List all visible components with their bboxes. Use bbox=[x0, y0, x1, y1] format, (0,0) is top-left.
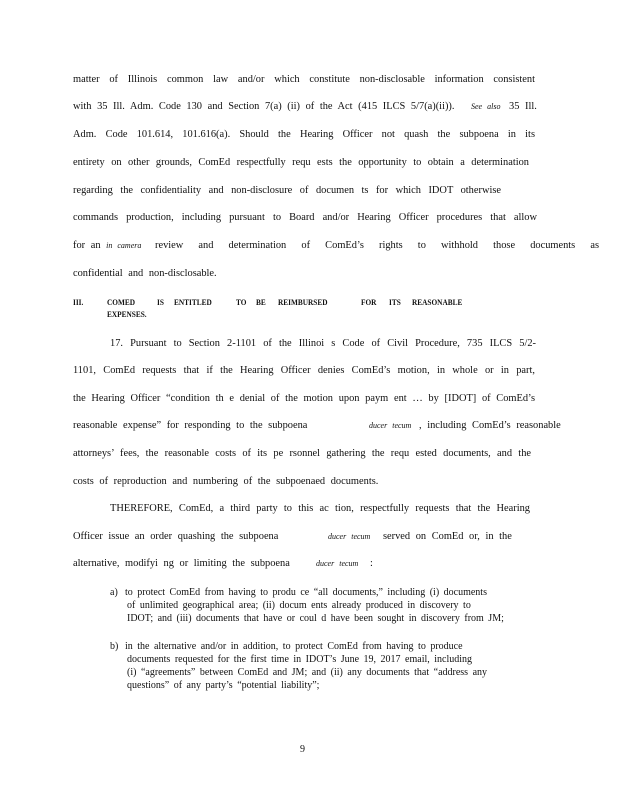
paragraph-line: matter of Illinois common law and/or which constitute non-disclosable information consistent bbox=[73, 74, 535, 85]
paragraph-line: THEREFORE, ComEd, a third party to this ac tion, respectfully requests that the Hearing bbox=[110, 503, 530, 514]
paragraph-line: reasonable expense” for responding to the subpoena ducer tecum , including ComEd’s reasonable bbox=[73, 420, 561, 431]
paragraph-line: 17. Pursuant to Section 2-1101 of the Illinoi s Code of Civil Procedure, 735 ILCS 5/2- bbox=[110, 338, 536, 349]
paragraph-line: commands production, including pursuant to Board and/or Hearing Officer procedures that allow bbox=[73, 212, 537, 223]
document-page: matter of Illinois common law and/or which constitute non-disclosable information consistent with 35 Ill. Adm. Code 130 and Section 7(a) (ii) of the Act (415 ILCS 5/7(a)(ii)). See also 35 Ill. Adm. Code 101.614, 101.616(a). Should the Hearing Officer not quash the subpoena in its entirety on other grounds, ComEd respectfully requ ests the opportunity to obtain a determination regarding the confidentiality and non-disclosure of documen ts for which IDOT otherwise commands production, including pursuant to Board and/or Hearing Officer procedures that allow for an in camera review and determination of ComEd’s rights to withhold those documents as confidential and non-disclosable. III. COMED IS ENTITLED TO BE REIMBURSED FOR ITS REASONABLE EXPENSES. 17. Pursuant to Section 2-1101 of the Illinoi s Code of Civil Procedure, 735 ILCS 5/2- 1101, ComEd requests that if the Hearing Officer denies ComEd’s motion, in whole or in part, the Hearing Officer “condition th e denial of the motion upon paym ent … by [IDOT] of ComEd’s reasonable expense” for responding to the subpoena ducer tecum , including ComEd’s reasonable attorneys’ fees, the reasonable costs of its pe rsonnel gathering the requ ested documents, and the costs of reproduction and numbering of the subpoenaed documents. THEREFORE, ComEd, a third party to this ac tion, respectfully requests that the Hearing Officer issue an order quashing the subpoena ducer tecum served on ComEd or, in the alternative, modifyi ng or limiting the subpoena ducer tecum : a) to protect ComEd from having to produ ce “all documents,” including (i) documents of unlimited geographical area; (ii) docum ents already produced in discovery to IDOT; and (iii) documents that have or coul d have been sought in discovery from JM; b) in the alternative and/or in addition, to protect ComEd from having to produce documents requested for the first time in IDOT’s June 19, 2017 email, including (i) “agreements” between ComEd and JM; and (ii) any documents that “address any questions” of any party’s “potential liability”; 9 bbox=[73, 74, 599, 755]
paragraph-line: with 35 Ill. Adm. Code 130 and Section 7(a) (ii) of the Act (415 ILCS 5/7(a)(ii)). See also 35 Ill. bbox=[73, 101, 537, 112]
paragraph-line: costs of reproduction and numbering of the subpoenaed documents. bbox=[73, 476, 379, 487]
paragraph-line: confidential and non-disclosable. bbox=[73, 268, 217, 279]
paragraph-line: 1101, ComEd requests that if the Hearing Officer denies ComEd’s motion, in whole or in part, bbox=[73, 365, 535, 376]
paragraph-line: entirety on other grounds, ComEd respectfully requ ests the opportunity to obtain a determination bbox=[73, 157, 529, 168]
list-marker: a) bbox=[110, 587, 118, 598]
page-number: 9 bbox=[300, 744, 305, 755]
paragraph-line: Officer issue an order quashing the subpoena ducer tecum served on ComEd or, in the bbox=[73, 531, 512, 542]
paragraph-line: regarding the confidentiality and non-disclosure of documen ts for which IDOT otherwise bbox=[73, 185, 501, 196]
paragraph-line: the Hearing Officer “condition th e denial of the motion upon paym ent … by [IDOT] of ComEd’s bbox=[73, 393, 535, 404]
paragraph-line: attorneys’ fees, the reasonable costs of its pe rsonnel gathering the requ ested documents, and the bbox=[73, 448, 531, 459]
paragraph-line: Adm. Code 101.614, 101.616(a). Should the Hearing Officer not quash the subpoena in its bbox=[73, 129, 535, 140]
section-number: III. bbox=[73, 297, 84, 307]
paragraph-line: for an in camera review and determination of ComEd’s rights to withhold those documents as bbox=[73, 240, 599, 251]
list-marker: b) bbox=[110, 641, 119, 652]
paragraph-line: alternative, modifyi ng or limiting the subpoena ducer tecum : bbox=[73, 558, 373, 569]
